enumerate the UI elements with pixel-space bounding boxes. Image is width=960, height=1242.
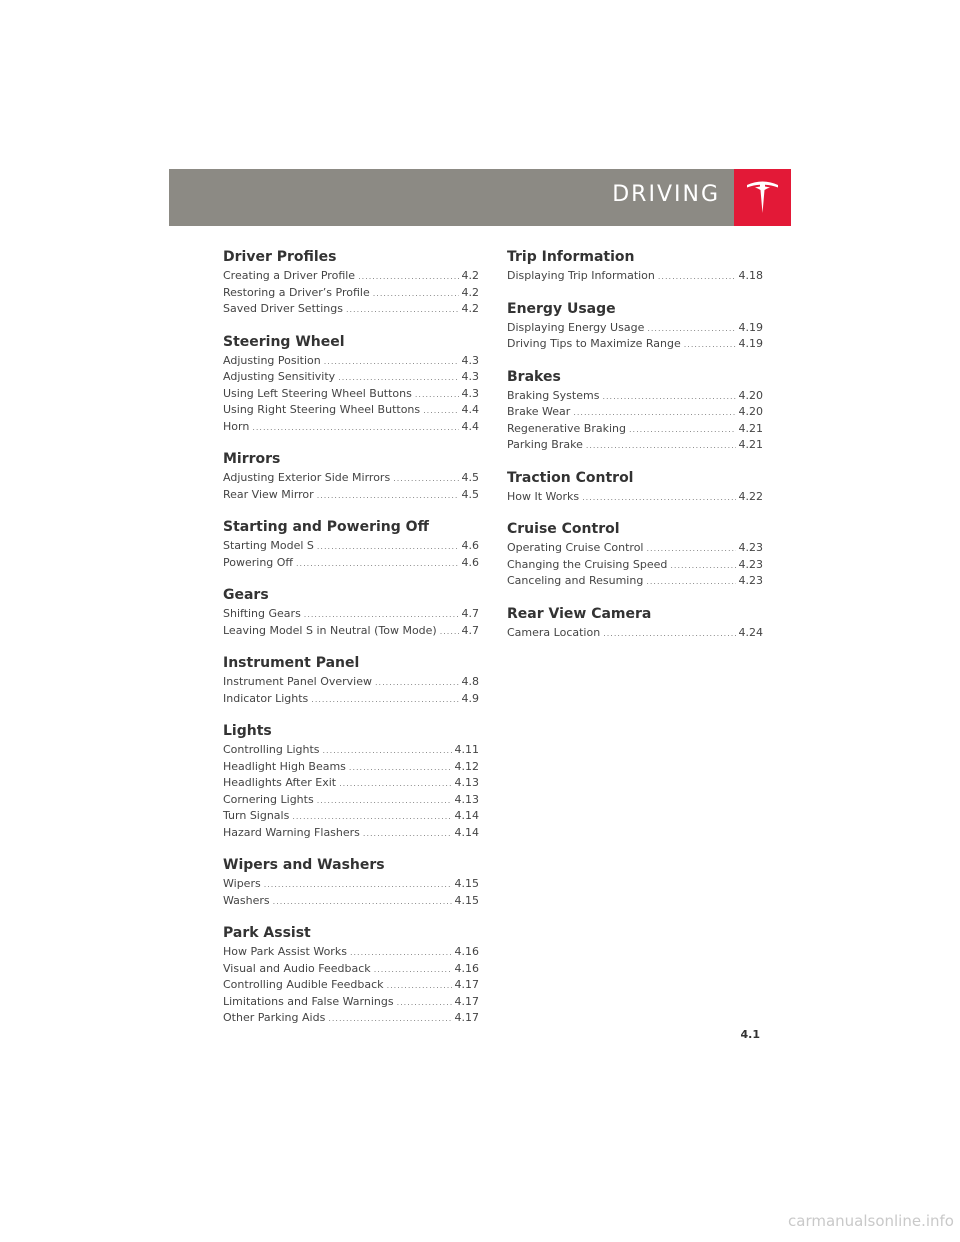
toc-entry[interactable] (223, 691, 479, 708)
toc-entry-page: 4.12 (454, 759, 479, 773)
toc-entry-title: Turn Signals (223, 809, 290, 822)
toc-section (223, 923, 479, 1027)
dot-leader (658, 269, 736, 285)
toc-entry[interactable] (223, 775, 479, 792)
dot-leader (339, 776, 451, 792)
toc-entry-title: Camera Location (507, 625, 601, 639)
section-heading: Energy Usage (507, 300, 616, 317)
toc-entry[interactable] (223, 944, 479, 961)
toc-section (223, 247, 479, 318)
dot-leader (646, 541, 735, 557)
section-heading: Trip Information (507, 249, 635, 265)
dot-leader (374, 962, 452, 978)
toc-entry[interactable] (223, 369, 479, 386)
section-heading: Starting and Powering Off (223, 519, 429, 535)
toc-entry-page: 4.7 (461, 623, 479, 637)
toc-entry-title: Headlight High Beams (223, 759, 346, 773)
section-heading: Cruise Control (507, 521, 620, 537)
toc-entry-title: Adjusting Exterior Side Mirrors (223, 471, 391, 484)
toc-entry-page: 4.17 (454, 1011, 479, 1024)
section-heading: Brakes (507, 368, 561, 385)
toc-entry-page: 4.18 (738, 269, 763, 282)
watermark-text: carmanualsonline.info (788, 1212, 954, 1230)
toc-entry-page: 4.4 (461, 403, 479, 416)
section-heading: Traction Control (507, 469, 634, 486)
toc-entry-page: 4.23 (738, 557, 763, 571)
dot-leader (324, 354, 459, 370)
toc-entry[interactable] (223, 487, 479, 504)
dot-leader (646, 574, 735, 590)
toc-entry-title: Using Left Steering Wheel Buttons (223, 386, 412, 400)
dot-leader (349, 760, 452, 776)
toc-entry-page: 4.19 (738, 320, 763, 334)
page-number: 4.1 (740, 1028, 760, 1041)
dot-leader (670, 558, 735, 574)
toc-entry[interactable] (507, 421, 763, 438)
section-heading: Steering Wheel (223, 333, 345, 350)
toc-entry-title: Leaving Model S in Neutral (Tow Mode) (223, 623, 437, 637)
toc-section (507, 247, 763, 285)
toc-entry-page: 4.6 (461, 555, 479, 569)
toc-entry[interactable] (223, 538, 479, 555)
toc-entry-page: 4.23 (738, 541, 763, 554)
toc-entry-title: Brake Wear (507, 405, 571, 418)
toc-entry[interactable] (223, 1010, 479, 1027)
toc-entry-page: 4.16 (454, 945, 479, 958)
dot-leader (328, 1011, 451, 1027)
toc-entry[interactable] (507, 268, 763, 285)
toc-entry-page: 4.3 (461, 386, 479, 400)
toc-entry-page: 4.15 (454, 893, 479, 907)
dot-leader (264, 877, 452, 893)
toc-entry-title: Cornering Lights (223, 792, 314, 806)
toc-entry-page: 4.20 (738, 388, 763, 402)
toc-entry-page: 4.2 (461, 269, 479, 282)
toc-entry-page: 4.23 (738, 574, 763, 587)
toc-section (507, 299, 763, 353)
toc-entry-page: 4.19 (738, 337, 763, 350)
chapter-header-band (169, 169, 734, 226)
toc-section (507, 604, 763, 642)
tesla-logo-box (734, 169, 791, 226)
dot-leader (582, 490, 735, 506)
toc-entry[interactable] (223, 893, 479, 910)
dot-leader (387, 978, 452, 994)
dot-leader (684, 337, 736, 353)
toc-entry[interactable] (507, 540, 763, 557)
toc-entry-title: Wipers (223, 877, 261, 890)
dot-leader (317, 539, 459, 555)
toc-entry[interactable] (507, 573, 763, 590)
toc-right-column (507, 247, 763, 655)
toc-entry-title: Other Parking Aids (223, 1011, 326, 1024)
toc-section (507, 468, 763, 506)
toc-entry-page: 4.21 (738, 438, 763, 451)
toc-entry-title: Using Right Steering Wheel Buttons (223, 403, 421, 416)
toc-entry-page: 4.21 (738, 421, 763, 435)
toc-entry-page: 4.24 (738, 625, 763, 639)
toc-entry-title: Limitations and False Warnings (223, 994, 394, 1008)
dot-leader (373, 286, 459, 302)
toc-entry[interactable] (223, 285, 479, 302)
dot-leader (304, 607, 459, 623)
toc-entry-title: Visual and Audio Feedback (223, 961, 371, 975)
toc-entry-title: Changing the Cruising Speed (507, 557, 668, 571)
toc-entry[interactable] (223, 759, 479, 776)
section-heading: Rear View Camera (507, 605, 652, 622)
dot-leader (311, 692, 458, 708)
toc-entry-page: 4.15 (454, 877, 479, 890)
dot-leader (363, 826, 452, 842)
tesla-logo-icon (734, 169, 791, 226)
toc-left-column (223, 247, 479, 1041)
toc-entry[interactable] (223, 742, 479, 759)
toc-entry-page: 4.11 (454, 743, 479, 756)
dot-leader (393, 471, 458, 487)
dot-leader (586, 438, 736, 454)
toc-entry[interactable] (223, 353, 479, 370)
toc-entry[interactable] (223, 555, 479, 572)
toc-entry[interactable] (223, 623, 479, 640)
dot-leader (423, 403, 458, 419)
dot-leader (338, 370, 458, 386)
toc-entry-title: Hazard Warning Flashers (223, 825, 360, 839)
toc-entry-page: 4.13 (454, 792, 479, 806)
toc-entry-title: Powering Off (223, 555, 294, 569)
toc-entry-page: 4.3 (461, 353, 479, 367)
toc-section (507, 519, 763, 590)
toc-entry-title: Adjusting Sensitivity (223, 370, 336, 383)
toc-entry-page: 4.17 (454, 978, 479, 991)
dot-leader (346, 302, 459, 318)
toc-entry-title: Controlling Lights (223, 743, 320, 756)
toc-section (223, 653, 479, 707)
toc-entry-page: 4.14 (454, 825, 479, 839)
toc-entry[interactable] (507, 489, 763, 506)
toc-section (507, 367, 763, 454)
toc-entry-title: Rear View Mirror (223, 487, 314, 501)
toc-entry-title: Displaying Energy Usage (507, 320, 645, 334)
toc-entry-title: How It Works (507, 489, 580, 503)
toc-entry-title: Controlling Audible Feedback (223, 978, 384, 991)
dot-leader (629, 422, 735, 438)
section-heading: Instrument Panel (223, 655, 360, 671)
dot-leader (323, 743, 452, 759)
toc-entry-page: 4.13 (454, 776, 479, 789)
toc-entry[interactable] (223, 792, 479, 809)
toc-entry[interactable] (223, 977, 479, 994)
toc-entry[interactable] (223, 301, 479, 318)
toc-section (223, 585, 479, 639)
dot-leader (375, 675, 459, 691)
dot-leader (573, 405, 735, 421)
toc-entry[interactable] (223, 470, 479, 487)
dot-leader (317, 793, 452, 809)
toc-entry-title: Shifting Gears (223, 607, 301, 620)
toc-entry[interactable] (223, 808, 479, 825)
toc-entry[interactable] (507, 388, 763, 405)
toc-entry[interactable] (223, 386, 479, 403)
toc-entry-title: Starting Model S (223, 539, 314, 552)
dot-leader (273, 894, 452, 910)
toc-entry[interactable] (507, 320, 763, 337)
toc-entry-page: 4.14 (454, 809, 479, 822)
toc-entry[interactable] (223, 876, 479, 893)
toc-entry-title: Creating a Driver Profile (223, 269, 356, 282)
toc-entry-title: Canceling and Resuming (507, 574, 644, 587)
toc-entry-title: Displaying Trip Information (507, 269, 655, 282)
toc-entry-title: Headlights After Exit (223, 776, 337, 789)
toc-entry[interactable] (223, 674, 479, 691)
toc-entry-title: Regenerative Braking (507, 421, 627, 435)
toc-entry-page: 4.20 (738, 405, 763, 418)
toc-section (223, 517, 479, 571)
toc-entry-page: 4.6 (461, 539, 479, 552)
section-heading: Gears (223, 587, 269, 603)
toc-entry-title: Restoring a Driver’s Profile (223, 285, 370, 299)
toc-entry[interactable] (507, 404, 763, 421)
dot-leader (440, 624, 459, 640)
toc-entry-page: 4.5 (461, 487, 479, 501)
dot-leader (350, 945, 452, 961)
toc-entry-title: How Park Assist Works (223, 945, 347, 958)
section-heading: Wipers and Washers (223, 857, 385, 873)
toc-entry-title: Parking Brake (507, 438, 583, 451)
toc-entry[interactable] (223, 419, 479, 436)
dot-leader (603, 626, 735, 642)
toc-entry-title: Indicator Lights (223, 691, 309, 705)
toc-entry-title: Washers (223, 893, 270, 907)
toc-entry[interactable] (507, 336, 763, 353)
section-heading: Park Assist (223, 925, 311, 941)
toc-section (223, 721, 479, 841)
toc-entry[interactable] (507, 557, 763, 574)
section-heading: Lights (223, 723, 272, 739)
toc-entry[interactable] (223, 606, 479, 623)
toc-entry-page: 4.5 (461, 471, 479, 484)
toc-entry-page: 4.4 (461, 419, 479, 433)
toc-entry-title: Operating Cruise Control (507, 541, 644, 554)
toc-entry[interactable] (223, 402, 479, 419)
toc-entry[interactable] (507, 625, 763, 642)
chapter-title: DRIVING (612, 182, 720, 207)
dot-leader (415, 387, 459, 403)
section-heading: Driver Profiles (223, 249, 337, 265)
toc-entry-title: Adjusting Position (223, 353, 321, 367)
toc-entry[interactable] (223, 961, 479, 978)
toc-entry[interactable] (223, 994, 479, 1011)
toc-entry-page: 4.16 (454, 961, 479, 975)
toc-section (223, 449, 479, 503)
dot-leader (397, 995, 452, 1011)
dot-leader (252, 420, 458, 436)
toc-entry-page: 4.7 (461, 607, 479, 620)
toc-entry[interactable] (507, 437, 763, 454)
toc-entry-title: Horn (223, 419, 250, 433)
toc-entry-page: 4.2 (461, 285, 479, 299)
toc-entry-title: Braking Systems (507, 388, 600, 402)
section-heading: Mirrors (223, 451, 281, 467)
dot-leader (292, 809, 451, 825)
toc-entry-page: 4.8 (461, 675, 479, 688)
toc-entry-title: Saved Driver Settings (223, 302, 343, 315)
toc-entry-title: Instrument Panel Overview (223, 675, 372, 688)
dot-leader (602, 389, 735, 405)
toc-entry[interactable] (223, 268, 479, 285)
toc-entry-title: Driving Tips to Maximize Range (507, 337, 681, 350)
dot-leader (317, 488, 459, 504)
toc-entry-page: 4.22 (738, 489, 763, 503)
toc-section (223, 855, 479, 909)
toc-entry-page: 4.3 (461, 370, 479, 383)
toc-entry-page: 4.2 (461, 302, 479, 315)
toc-section (223, 332, 479, 436)
dot-leader (358, 269, 458, 285)
dot-leader (296, 556, 458, 572)
toc-entry[interactable] (223, 825, 479, 842)
toc-entry-page: 4.17 (454, 994, 479, 1008)
toc-entry-page: 4.9 (461, 691, 479, 705)
dot-leader (647, 321, 735, 337)
